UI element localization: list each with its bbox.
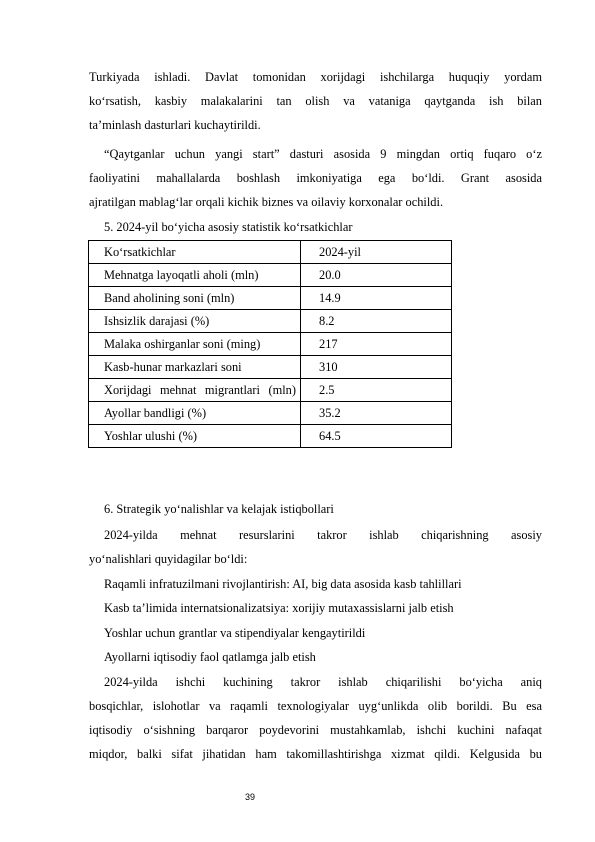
list-item: Yoshlar uchun grantlar va stipendiyalar kengaytirildi [104, 626, 366, 640]
paragraph-line: ko‘rsatish, kasbiy malakalarini tan olish va vataniga qaytganda ish bilan [89, 94, 542, 108]
paragraph-line: “Qaytganlar uchun yangi start” dasturi asosida 9 mingdan ortiq fuqaro o‘z [104, 147, 542, 161]
table-row [89, 287, 452, 310]
paragraph-line: bosqichlar, islohotlar va raqamli texnologiyalar uyg‘unlikda olib borildi. Bu esa [89, 699, 542, 713]
paragraph-line: miqdor, balki sifat jihatidan ham takomillashtirishga xizmat qildi. Kelgusida bu [89, 747, 542, 761]
value-cell: 35.2 [301, 402, 452, 425]
paragraph-line: iqtisodiy o‘sishning barqaror poydevorini mustahkamlab, ishchi kuchini nafaqat [89, 723, 542, 737]
indicator-cell: Yoshlar ulushi (%) [89, 425, 301, 448]
table-row [89, 402, 452, 425]
table-row [89, 264, 452, 287]
section-heading: 6. Strategik yo‘nalishlar va kelajak istiqbollari [104, 502, 334, 516]
header-cell-year: 2024-yil [301, 241, 452, 264]
indicator-cell: Mehnatga layoqatli aholi (mln) [89, 264, 301, 287]
statistics-table [88, 240, 452, 448]
list-item: Kasb ta’limida internatsionalizatsiya: xorijiy mutaxassislarni jalb etish [104, 601, 454, 615]
indicator-cell: Ishsizlik darajasi (%) [89, 310, 301, 333]
paragraph-line: 2024-yilda ishchi kuchining takror ishlab chiqarilishi bo‘yicha aniq [104, 675, 542, 689]
paragraph-line: ta’minlash dasturlari kuchaytirildi. [89, 118, 261, 132]
value-cell: 8.2 [301, 310, 452, 333]
table-title: 5. 2024-yil bo‘yicha asosiy statistik ko‘rsatkichlar [104, 220, 353, 234]
table-row [89, 333, 452, 356]
value-cell: 310 [301, 356, 452, 379]
header-cell-indicator: Ko‘rsatkichlar [89, 241, 301, 264]
paragraph-line: Turkiyada ishladi. Davlat tomonidan xorijdagi ishchilarga huquqiy yordam [89, 70, 542, 84]
value-cell: 2.5 [301, 379, 452, 402]
indicator-cell [89, 379, 301, 402]
table-row [89, 356, 452, 379]
paragraph-line: ajratilgan mablag‘lar orqali kichik biznes va oilaviy korxonalar ochildi. [89, 195, 444, 209]
paragraph-line: 2024-yilda mehnat resurslarini takror ishlab chiqarishning asosiy [104, 528, 542, 542]
indicator-cell: Malaka oshirganlar soni (ming) [89, 333, 301, 356]
page-number: 39 [245, 792, 256, 802]
paragraph-line: yo‘nalishlari quyidagilar bo‘ldi: [89, 552, 248, 566]
list-item: Ayollarni iqtisodiy faol qatlamga jalb etish [104, 650, 316, 664]
table-row [89, 310, 452, 333]
table-row [89, 425, 452, 448]
indicator-cell: Band aholining soni (mln) [89, 287, 301, 310]
indicator-cell: Ayollar bandligi (%) [89, 402, 301, 425]
value-cell: 14.9 [301, 287, 452, 310]
indicator-text: Xorijdagi mehnat migrantlari (mln) [104, 383, 296, 397]
value-cell: 64.5 [301, 425, 452, 448]
paragraph-line: faoliyatini mahallalarda boshlash imkoniyatiga ega bo‘ldi. Grant asosida [89, 171, 542, 185]
indicator-cell: Kasb-hunar markazlari soni [89, 356, 301, 379]
value-cell: 217 [301, 333, 452, 356]
value-cell: 20.0 [301, 264, 452, 287]
table-row [89, 379, 452, 402]
list-item: Raqamli infratuzilmani rivojlantirish: AI, big data asosida kasb tahlillari [104, 577, 462, 591]
table-header-row [89, 241, 452, 264]
